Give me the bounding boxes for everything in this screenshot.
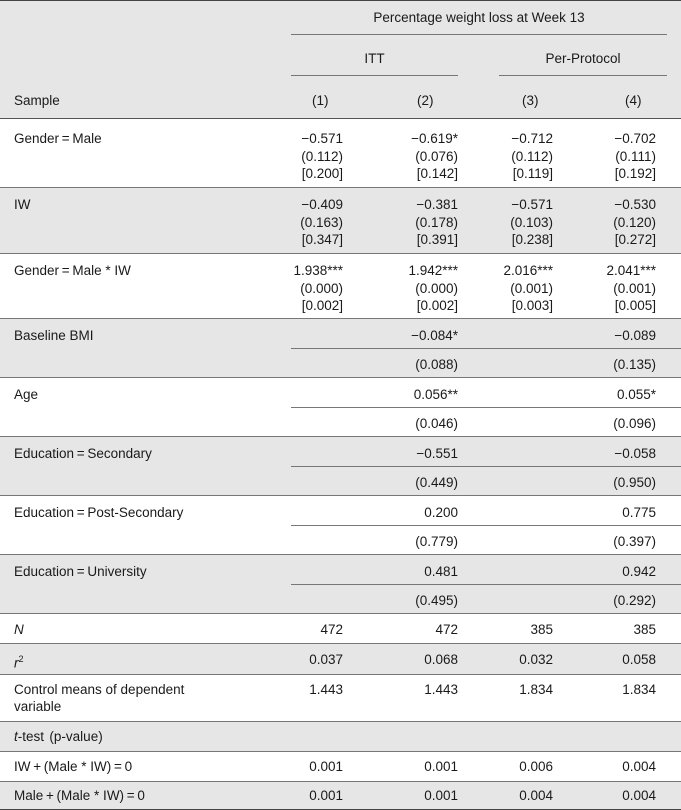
- row-label: Education = Post-Secondary: [14, 505, 184, 520]
- estimate: −0.702: [614, 131, 656, 146]
- estimate: −0.712: [511, 131, 553, 146]
- row-label: Gender = Male * IW: [14, 263, 131, 278]
- p-value: (0.000): [300, 280, 343, 296]
- row-label: Gender = Male: [14, 131, 102, 146]
- col-label-4: (4): [625, 93, 642, 108]
- p-value: (0.088): [415, 357, 458, 372]
- n-value: 472: [435, 622, 458, 637]
- estimate: −0.571: [511, 197, 553, 212]
- p-value: (0.950): [613, 475, 656, 490]
- r2-value: 0.032: [519, 652, 553, 667]
- row-label: IW + (Male * IW) = 0: [14, 759, 133, 774]
- row-label: Baseline BMI: [14, 328, 94, 343]
- p-value: (0.112): [511, 148, 553, 164]
- sample-label: Sample: [14, 93, 60, 108]
- r2-value: 0.068: [424, 652, 458, 667]
- group-per-protocol: Per-Protocol: [545, 51, 621, 66]
- estimate: 0.942: [622, 564, 656, 579]
- inner-rule: [291, 525, 681, 526]
- ttest-label: t-test (p-value): [14, 729, 103, 744]
- p-value: (0.103): [510, 214, 553, 230]
- ttest-value: 0.006: [519, 759, 553, 774]
- row-control-means: [0, 675, 681, 721]
- estimate: 1.938***: [293, 263, 343, 278]
- row-education-university: [0, 555, 681, 613]
- n-label: N: [14, 622, 24, 637]
- ttest-value: 0.001: [424, 788, 458, 803]
- p-value: (0.111): [615, 148, 656, 164]
- r2-value: 0.058: [622, 652, 656, 667]
- row-iw: [0, 188, 681, 253]
- ttest-value: 0.004: [622, 788, 656, 803]
- p-value: (0.120): [613, 214, 656, 230]
- row-label: Education = Secondary: [14, 446, 152, 461]
- row-gender-male-iw: [0, 254, 681, 318]
- p-value: (0.779): [415, 534, 458, 549]
- ttest-value: 0.004: [622, 759, 656, 774]
- estimate: −0.084*: [411, 328, 458, 343]
- header-title: Percentage weight loss at Week 13: [373, 10, 585, 25]
- estimate: 2.041***: [606, 263, 656, 278]
- group-itt: ITT: [364, 51, 385, 66]
- col-label-1: (1): [312, 93, 329, 108]
- p-value: (0.001): [510, 280, 553, 296]
- row-ttest-iw: [0, 752, 681, 781]
- inner-rule: [291, 466, 681, 467]
- p-value: (0.178): [415, 214, 458, 230]
- q-value: [0.391]: [416, 232, 458, 247]
- q-value: [0.200]: [301, 166, 343, 181]
- inner-rule: [291, 348, 681, 349]
- estimate: 0.481: [424, 564, 458, 579]
- itt-rule: [291, 75, 458, 76]
- control-means-label-2: variable: [14, 699, 62, 714]
- col-label-2: (2): [417, 93, 434, 108]
- row-r-squared: [0, 644, 681, 674]
- estimate: −0.409: [301, 197, 343, 212]
- q-value: [0.002]: [416, 298, 458, 313]
- estimate: 2.016***: [503, 263, 553, 278]
- control-mean-value: 1.834: [622, 682, 656, 697]
- p-value: (0.449): [415, 475, 458, 490]
- estimate: 0.056**: [413, 387, 458, 402]
- estimate: −0.619*: [411, 131, 458, 146]
- q-value: [0.005]: [614, 298, 656, 313]
- p-value: (0.046): [415, 416, 458, 431]
- estimate: 1.942***: [408, 263, 458, 278]
- q-value: [0.119]: [512, 166, 553, 181]
- ttest-value: 0.001: [309, 788, 343, 803]
- p-value: (0.076): [415, 148, 458, 164]
- ttest-value: 0.004: [519, 788, 553, 803]
- row-education-post-secondary: [0, 496, 681, 554]
- row-n: [0, 614, 681, 643]
- row-age: [0, 378, 681, 436]
- estimate: 0.775: [622, 505, 656, 520]
- p-value: (0.135): [613, 357, 656, 372]
- p-value: (0.163): [300, 214, 343, 230]
- p-value: (0.112): [301, 148, 343, 164]
- r-squared-label: $r^2$: [14, 654, 24, 671]
- row-label: Male + (Male * IW) = 0: [14, 788, 145, 803]
- ttest-value: 0.001: [424, 759, 458, 774]
- q-value: [0.347]: [301, 232, 343, 247]
- col-label-3: (3): [522, 93, 539, 108]
- estimate: −0.571: [301, 131, 343, 146]
- control-mean-value: 1.834: [519, 682, 553, 697]
- pp-rule: [499, 75, 667, 76]
- p-value: (0.000): [415, 280, 458, 296]
- q-value: [0.142]: [416, 166, 458, 181]
- p-value: (0.397): [613, 534, 656, 549]
- header-title-rule: [291, 34, 667, 35]
- q-value: [0.272]: [614, 232, 656, 247]
- p-value: (0.001): [613, 280, 656, 296]
- n-value: 385: [530, 622, 553, 637]
- estimate: −0.058: [614, 446, 656, 461]
- estimate: −0.530: [614, 197, 656, 212]
- ttest-value: 0.001: [309, 759, 343, 774]
- row-label: IW: [14, 197, 31, 212]
- row-baseline-bmi: [0, 319, 681, 377]
- p-value: (0.096): [613, 416, 656, 431]
- estimate: −0.551: [416, 446, 458, 461]
- top-border: [0, 0, 681, 1]
- q-value: [0.238]: [511, 232, 553, 247]
- row-label: Age: [14, 387, 39, 402]
- row-ttest-male: [0, 782, 681, 810]
- p-value: (0.495): [415, 593, 458, 608]
- control-means-label-1: Control means of dependent: [14, 682, 185, 697]
- control-mean-value: 1.443: [424, 682, 458, 697]
- n-value: 385: [633, 622, 656, 637]
- n-value: 472: [320, 622, 343, 637]
- estimate: −0.089: [614, 328, 656, 343]
- estimate: 0.200: [424, 505, 458, 520]
- inner-rule: [291, 407, 681, 408]
- row-label: Education = University: [14, 564, 147, 579]
- estimate: −0.381: [416, 197, 458, 212]
- row-education-secondary: [0, 437, 681, 495]
- estimate: 0.055*: [616, 387, 656, 402]
- r2-value: 0.037: [309, 652, 343, 667]
- inner-rule: [291, 584, 681, 585]
- q-value: [0.003]: [511, 298, 553, 313]
- q-value: [0.002]: [301, 298, 343, 313]
- row-gender-male: [0, 119, 681, 187]
- control-mean-value: 1.443: [309, 682, 343, 697]
- row-ttest-header: [0, 722, 681, 751]
- q-value: [0.192]: [614, 166, 656, 181]
- p-value: (0.292): [613, 593, 656, 608]
